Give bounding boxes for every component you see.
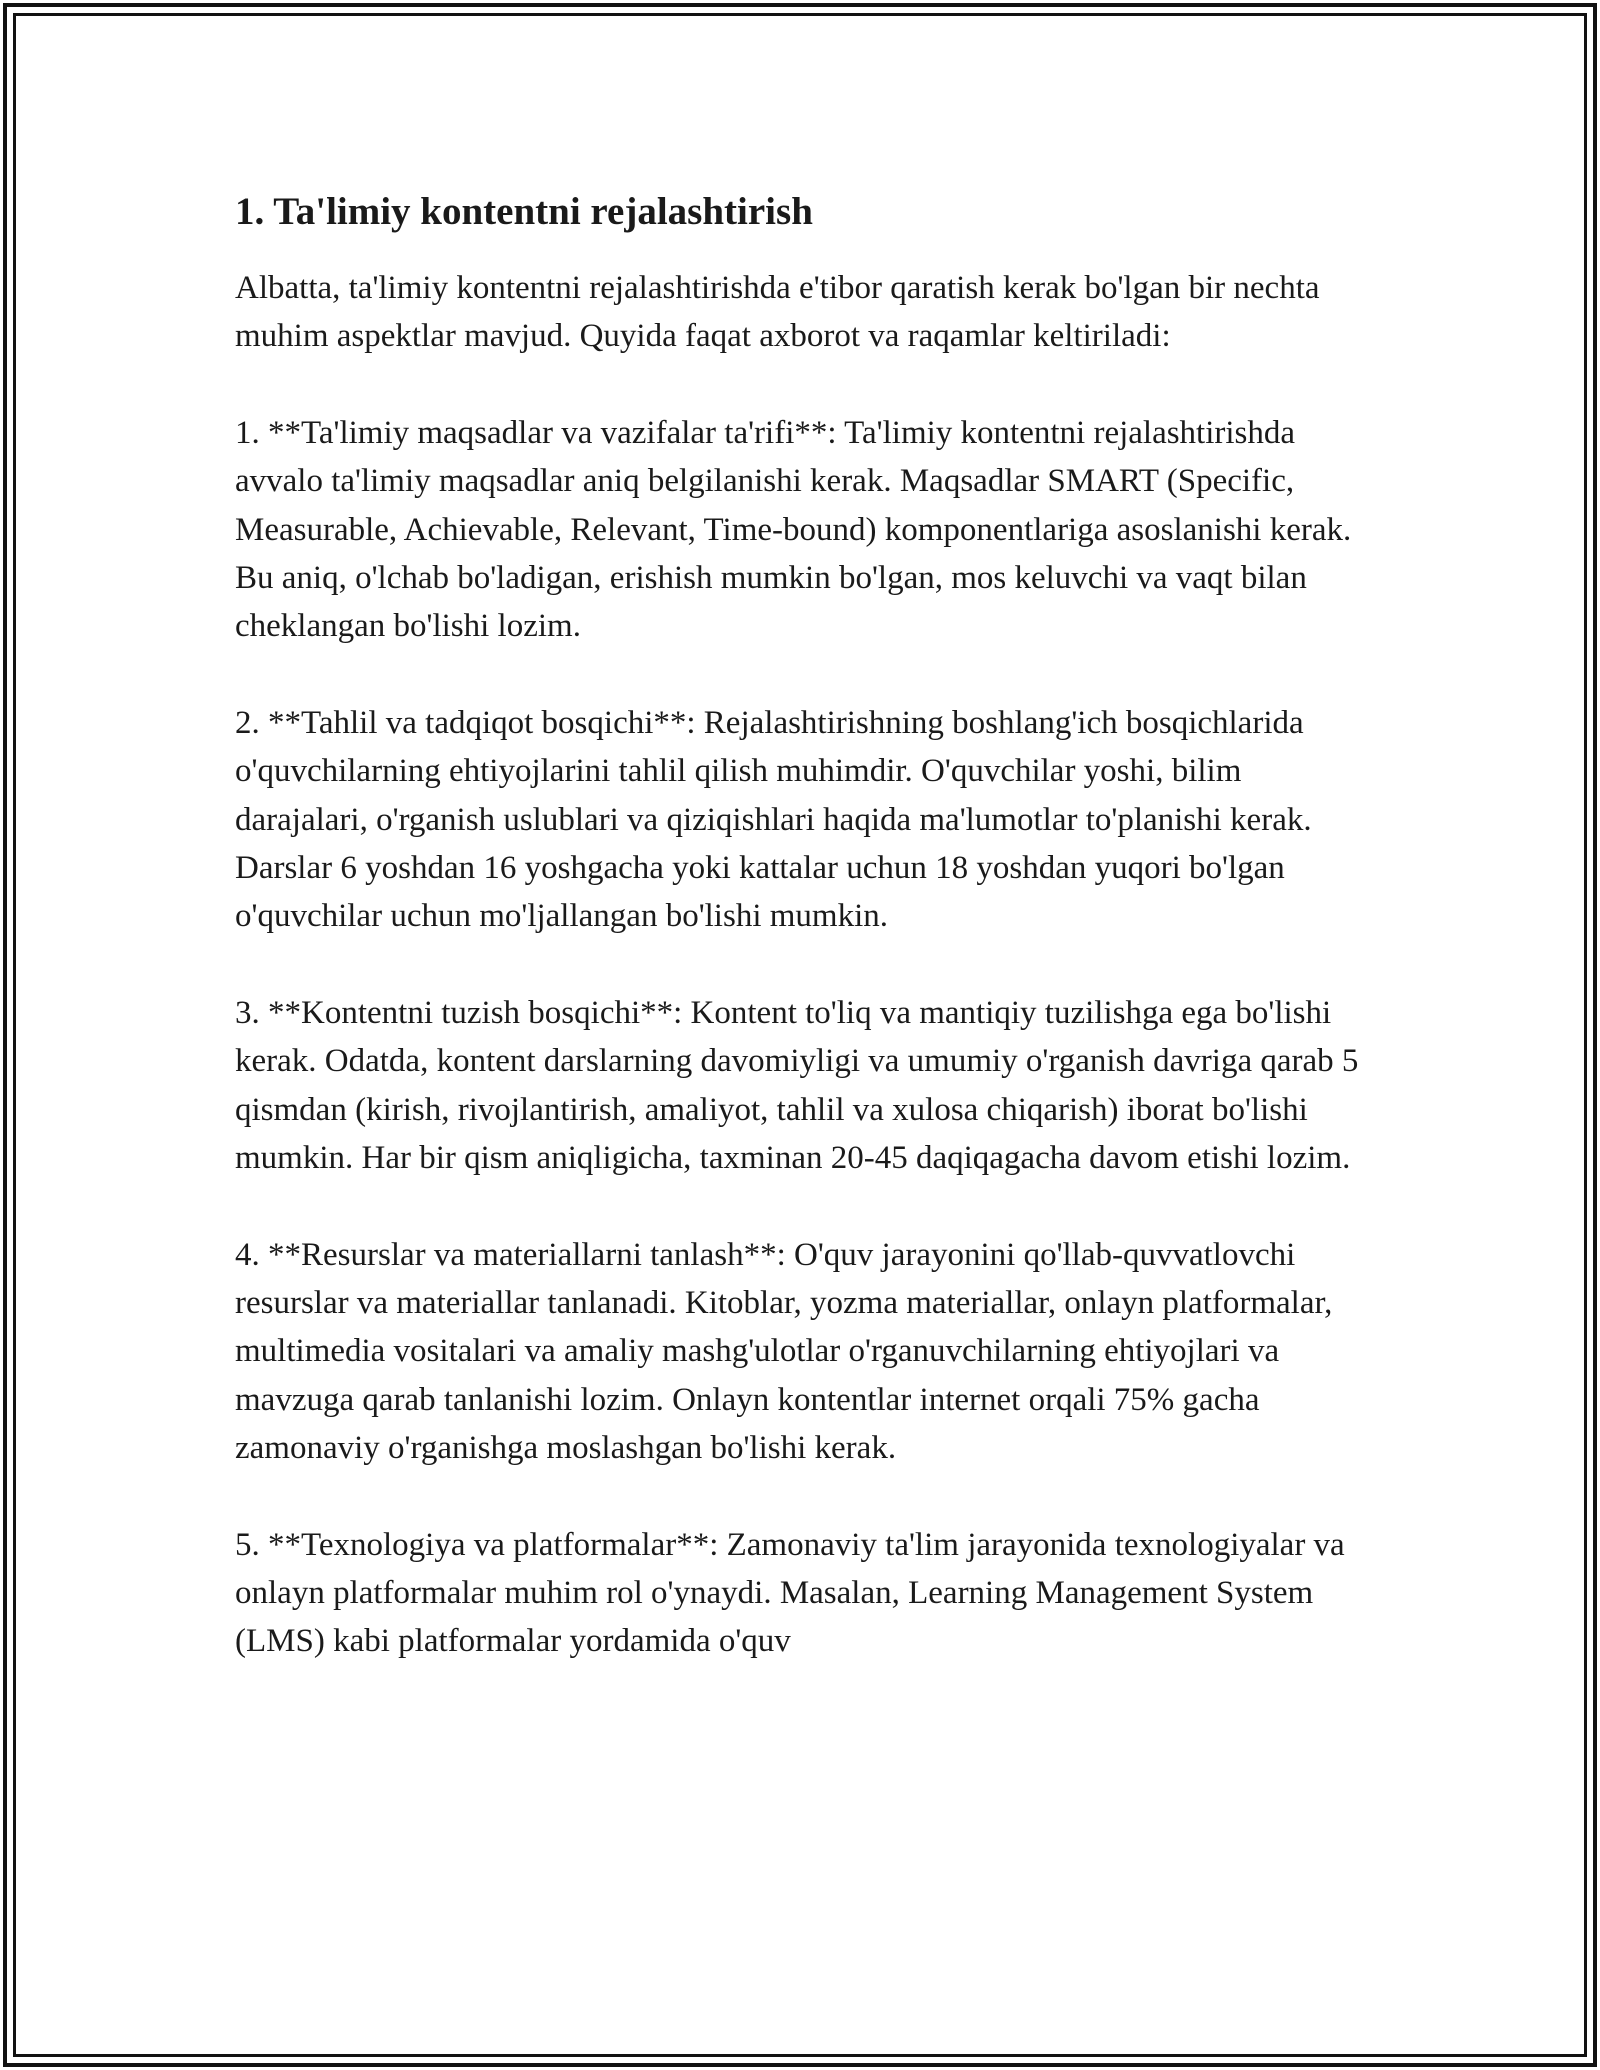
section-paragraph-4: 4. **Resurslar va materiallarni tanlash**: O'quv jarayonini qo'llab-quvvatlovchi resurslar va materiallar tanlanadi. Kitoblar, yozma materiallar, onlayn platformalar, multimedia vositalari va amaliy mashg'ulotlar o'rganuvchilarning ehtiyojlari va mavzuga qarab tanlanishi lozim. Onlayn kontentlar internet orqali 75% gacha zamonaviy o'rganishga moslashgan bo'lishi kerak. [235,1236,1333,1467]
section-paragraph-1: 1. **Ta'limiy maqsadlar va vazifalar ta'rifi**: Ta'limiy kontentni rejalashtirishda avvalo ta'limiy maqsadlar aniq belgilanishi kerak. Maqsadlar SMART (Specific, Measurable, Achievable, Relevant, Time-bound) komponentlariga asoslanishi kerak. Bu aniq, o'lchab bo'ladigan, erishish mumkin bo'lgan, mos keluvchi va vaqt bilan cheklangan bo'lishi lozim. [235,414,1352,645]
intro-paragraph: Albatta, ta'limiy kontentni rejalashtirishda e'tibor qaratish kerak bo'lgan bir nechta muhim aspektlar mavjud. Quyida faqat axborot va raqamlar keltiriladi: [235,270,1320,355]
section-paragraph-3: 3. **Kontentni tuzish bosqichi**: Kontent to'liq va mantiqiy tuzilishga ega bo'lishi kerak. Odatda, kontent darslarning davomiyligi va umumiy o'rganish davriga qarab 5 qismdan (kirish, rivojlantirish, amaliyot, tahlil va xulosa chiqarish) iborat bo'lishi mumkin. Har bir qism aniqligicha, taxminan 20-45 daqiqagacha davom etishi lozim. [235,994,1359,1177]
section-paragraph-5: 5. **Texnologiya va platformalar**: Zamonaviy ta'lim jarayonida texnologiyalar va onlayn platformalar muhim rol o'ynaydi. Masalan, Learning Management System (LMS) kabi platformalar yordamida o'quv [235,1526,1345,1660]
section-paragraph-2: 2. **Tahlil va tadqiqot bosqichi**: Rejalashtirishning boshlang'ich bosqichlarida o'quvchilarning ehtiyojlarini tahlil qilish muhimdir. O'quvchilar yoshi, bilim darajalari, o'rganish uslublari va qiziqishlari haqida ma'lumotlar to'planishi kerak. Darslar 6 yoshdan 16 yoshgacha yoki kattalar uchun 18 yoshdan yuqori bo'lgan o'quvchilar uchun mo'ljallangan bo'lishi mumkin. [235,704,1312,935]
document-body [235,186,1370,1714]
document-title: 1. Ta'limiy kontentni rejalashtirish [235,190,813,233]
